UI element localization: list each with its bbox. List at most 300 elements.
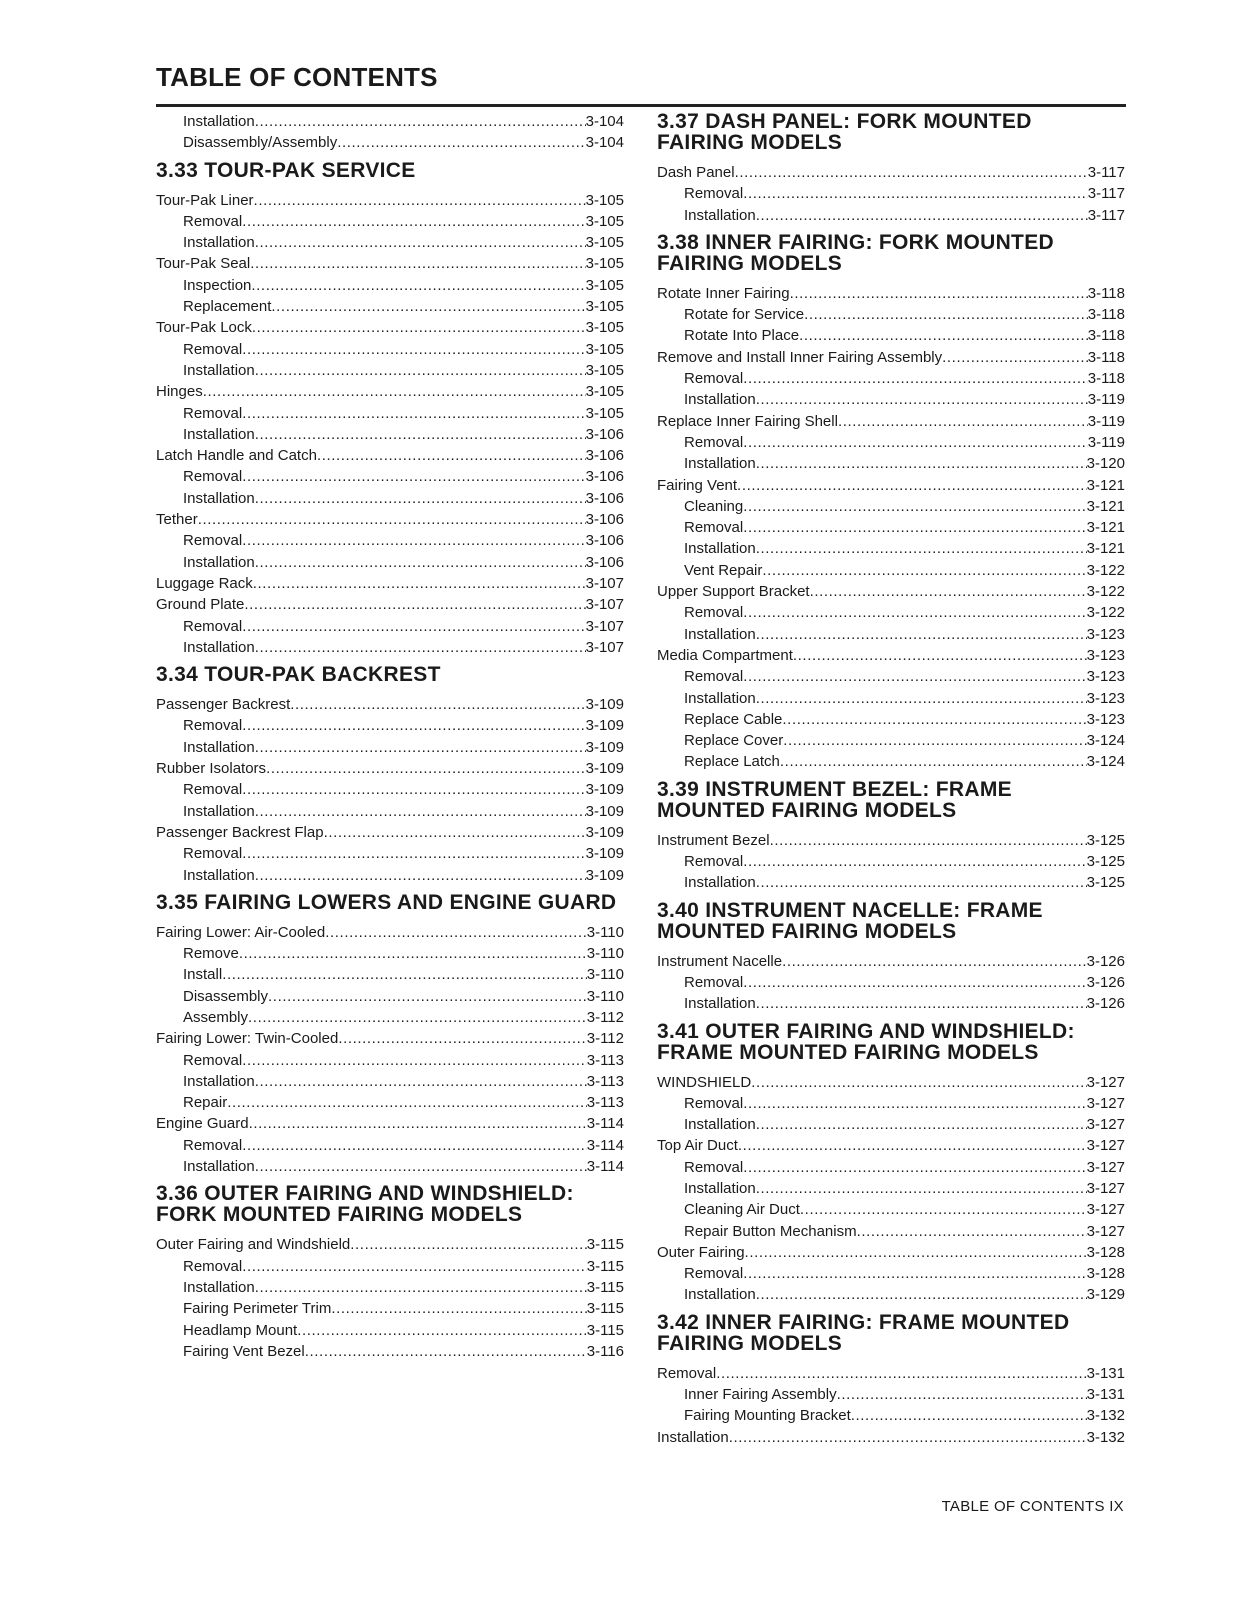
toc-entry-label: Removal — [684, 1158, 744, 1176]
toc-entry-label: Removal — [684, 853, 744, 871]
toc-entry-page: 3-115 — [586, 1236, 624, 1254]
toc-entry-page: 3-109 — [585, 802, 624, 820]
dot-leader — [242, 1050, 587, 1071]
toc-entry[interactable] — [156, 1156, 624, 1177]
dot-leader — [255, 1277, 587, 1298]
toc-entry[interactable] — [156, 403, 624, 424]
dot-leader — [255, 360, 586, 381]
toc-entry[interactable] — [156, 1028, 624, 1049]
toc-entry-label: Removal — [684, 973, 744, 991]
toc-entry[interactable] — [657, 1405, 1125, 1426]
toc-entry-page: 3-125 — [1086, 831, 1125, 849]
toc-entry-page: 3-105 — [585, 340, 624, 358]
toc-entry[interactable] — [657, 851, 1125, 872]
dot-leader — [838, 411, 1088, 432]
toc-entry-label: Installation — [684, 874, 756, 892]
toc-entry-page: 3-126 — [1086, 995, 1125, 1013]
toc-entry[interactable] — [657, 368, 1125, 389]
toc-entry[interactable] — [657, 1363, 1125, 1384]
toc-entry-page: 3-114 — [586, 1158, 624, 1176]
toc-entry[interactable] — [156, 986, 624, 1007]
toc-entry-page: 3-127 — [1086, 1222, 1125, 1240]
toc-entry[interactable] — [657, 517, 1125, 538]
toc-entry[interactable] — [657, 1072, 1125, 1093]
dot-leader — [255, 865, 586, 886]
toc-entry-page: 3-109 — [585, 866, 624, 884]
toc-entry-label: Removal — [183, 212, 243, 230]
toc-entry-page: 3-123 — [1086, 646, 1125, 664]
toc-entry-page: 3-106 — [585, 511, 624, 529]
toc-entry-label: Replace Inner Fairing Shell — [657, 412, 838, 430]
toc-entry-page: 3-106 — [585, 532, 624, 550]
section-heading: 3.40 INSTRUMENT NACELLE: FRAME MOUNTED FAIRING MODELS — [657, 898, 1043, 943]
dot-leader — [743, 972, 1086, 993]
toc-entry-page: 3-123 — [1086, 625, 1125, 643]
toc-entry-label: Cleaning — [684, 497, 744, 515]
toc-entry[interactable] — [657, 205, 1125, 226]
toc-entry[interactable] — [156, 1234, 624, 1255]
dot-leader — [770, 830, 1087, 851]
toc-entry[interactable] — [156, 943, 624, 964]
toc-entry-page: 3-122 — [1086, 583, 1125, 601]
dot-leader — [251, 275, 585, 296]
toc-entry-label: Fairing Lower: Air-Cooled — [156, 923, 326, 941]
toc-entry[interactable] — [657, 972, 1125, 993]
toc-entry-label: Outer Fairing and Windshield — [156, 1236, 351, 1254]
toc-entry-label: Installation — [183, 361, 255, 379]
toc-entry-page: 3-127 — [1086, 1073, 1125, 1091]
dot-leader — [756, 624, 1087, 645]
toc-entry[interactable] — [156, 1256, 624, 1277]
toc-entry-label: Installation — [684, 1286, 756, 1304]
dot-leader — [249, 1113, 587, 1134]
toc-entry-page: 3-105 — [585, 298, 624, 316]
dot-leader — [745, 1242, 1087, 1263]
toc-entry[interactable] — [657, 751, 1125, 772]
toc-entry-page: 3-121 — [1086, 519, 1125, 537]
toc-entry-page: 3-115 — [586, 1321, 624, 1339]
toc-entry-label: Removal — [684, 519, 744, 537]
toc-entry-label: Removal — [657, 1364, 717, 1382]
toc-entry[interactable] — [156, 339, 624, 360]
toc-entry[interactable] — [657, 1114, 1125, 1135]
dot-leader — [297, 1320, 587, 1341]
toc-entry-page: 3-126 — [1086, 952, 1125, 970]
dot-leader — [783, 730, 1086, 751]
toc-entry-page: 3-110 — [586, 966, 624, 984]
dot-leader — [743, 1157, 1086, 1178]
dot-leader — [782, 709, 1086, 730]
toc-entry-label: Cleaning Air Duct — [684, 1201, 800, 1219]
toc-entry-label: Installation — [684, 1116, 756, 1134]
toc-entry[interactable] — [156, 211, 624, 232]
toc-column-left — [156, 111, 624, 1362]
dot-leader — [743, 1093, 1086, 1114]
dot-leader — [743, 851, 1086, 872]
toc-entry[interactable] — [156, 132, 624, 153]
toc-entry-page: 3-106 — [585, 468, 624, 486]
toc-entry[interactable] — [156, 530, 624, 551]
toc-entry-label: Install — [183, 966, 223, 984]
toc-entry[interactable] — [156, 573, 624, 594]
toc-entry[interactable] — [156, 424, 624, 445]
dot-leader — [255, 232, 586, 253]
toc-entry-page: 3-110 — [586, 945, 624, 963]
toc-entry-page: 3-123 — [1086, 689, 1125, 707]
toc-entry[interactable] — [657, 730, 1125, 751]
section-heading: 3.39 INSTRUMENT BEZEL: FRAME MOUNTED FAIRING MODELS — [657, 777, 1012, 822]
toc-entry-label: Top Air Duct — [657, 1137, 738, 1155]
toc-entry[interactable] — [657, 325, 1125, 346]
dot-leader — [743, 666, 1086, 687]
toc-entry[interactable] — [156, 1092, 624, 1113]
dot-leader — [743, 1263, 1086, 1284]
toc-entry-label: Rotate Into Place — [684, 327, 800, 345]
toc-entry-label: Repair — [183, 1094, 228, 1112]
dot-leader — [735, 162, 1088, 183]
toc-entry[interactable] — [156, 865, 624, 886]
toc-entry-label: Remove and Install Inner Fairing Assembly — [657, 348, 943, 366]
toc-entry[interactable] — [156, 737, 624, 758]
toc-entry-label: Installation — [684, 689, 756, 707]
toc-entry-page: 3-105 — [585, 234, 624, 252]
toc-entry-page: 3-125 — [1086, 853, 1125, 871]
toc-entry[interactable] — [657, 602, 1125, 623]
toc-entry[interactable] — [657, 304, 1125, 325]
toc-entry[interactable] — [156, 1341, 624, 1362]
toc-entry[interactable] — [657, 1178, 1125, 1199]
toc-entry-page: 3-128 — [1086, 1243, 1125, 1261]
dot-leader — [255, 424, 586, 445]
toc-entry-label: Upper Support Bracket — [657, 583, 810, 601]
dot-leader — [743, 517, 1086, 538]
toc-entry-label: Vent Repair — [684, 561, 763, 579]
toc-entry-label: Removal — [183, 617, 243, 635]
toc-entry-label: Outer Fairing — [657, 1243, 745, 1261]
toc-entry-page: 3-106 — [585, 425, 624, 443]
toc-entry-label: Installation — [684, 540, 756, 558]
toc-entry-label: Removal — [183, 781, 243, 799]
toc-entry-label: Instrument Bezel — [657, 831, 770, 849]
toc-entry-label: Installation — [183, 234, 255, 252]
toc-entry[interactable] — [156, 758, 624, 779]
section-heading: 3.37 DASH PANEL: FORK MOUNTED FAIRING MODELS — [657, 110, 1032, 154]
dot-leader — [837, 1384, 1087, 1405]
dot-leader — [250, 253, 585, 274]
toc-entry[interactable] — [657, 951, 1125, 972]
toc-entry[interactable] — [657, 347, 1125, 368]
toc-entry[interactable] — [156, 801, 624, 822]
toc-entry-page: 3-122 — [1086, 604, 1125, 622]
toc-entry-label: Tour-Pak Seal — [156, 255, 251, 273]
dot-leader — [782, 951, 1087, 972]
toc-entry[interactable] — [657, 581, 1125, 602]
toc-entry-page: 3-109 — [585, 738, 624, 756]
toc-entry-page: 3-116 — [586, 1342, 624, 1360]
toc-entry-page: 3-104 — [585, 134, 624, 152]
toc-entry-page: 3-121 — [1086, 476, 1125, 494]
toc-entry[interactable] — [156, 1113, 624, 1134]
toc-entry[interactable] — [657, 1427, 1125, 1448]
dot-leader — [253, 573, 586, 594]
toc-entry-label: Passenger Backrest Flap — [156, 823, 324, 841]
dot-leader — [252, 317, 586, 338]
toc-entry-page: 3-109 — [585, 760, 624, 778]
dot-leader — [756, 993, 1087, 1014]
toc-entry[interactable] — [156, 488, 624, 509]
dot-leader — [324, 822, 586, 843]
toc-entry-label: Installation — [183, 489, 255, 507]
dot-leader — [248, 1007, 587, 1028]
toc-entry-label: Tour-Pak Liner — [156, 191, 254, 209]
dot-leader — [227, 1092, 587, 1113]
toc-entry-label: Installation — [183, 738, 255, 756]
dot-leader — [793, 645, 1087, 666]
dot-leader — [762, 560, 1086, 581]
section-heading: 3.33 TOUR-PAK SERVICE — [156, 158, 416, 182]
toc-entry[interactable] — [657, 453, 1125, 474]
toc-entry-page: 3-106 — [585, 553, 624, 571]
toc-entry[interactable] — [657, 1263, 1125, 1284]
toc-entry[interactable] — [657, 1284, 1125, 1305]
toc-entry[interactable] — [156, 1277, 624, 1298]
dot-leader — [242, 715, 585, 736]
toc-entry[interactable] — [156, 616, 624, 637]
toc-entry[interactable] — [657, 432, 1125, 453]
toc-entry[interactable] — [657, 475, 1125, 496]
toc-entry-page: 3-106 — [585, 447, 624, 465]
toc-entry-label: Dash Panel — [657, 164, 735, 181]
toc-entry-label: Installation — [183, 802, 255, 820]
toc-entry-page: 3-131 — [1086, 1364, 1125, 1382]
toc-entry[interactable] — [156, 779, 624, 800]
dot-leader — [337, 132, 585, 153]
page-title: TABLE OF CONTENTS — [156, 62, 438, 92]
dot-leader — [756, 538, 1087, 559]
toc-entry-label: Installation — [657, 1428, 729, 1446]
toc-entry-label: Latch Handle and Catch — [156, 447, 317, 465]
toc-entry[interactable] — [156, 922, 624, 943]
toc-entry[interactable] — [156, 360, 624, 381]
dot-leader — [242, 339, 585, 360]
dot-leader — [729, 1427, 1087, 1448]
toc-entry[interactable] — [156, 1320, 624, 1341]
toc-entry-page: 3-115 — [586, 1257, 624, 1275]
page-footer: TABLE OF CONTENTS IX — [941, 1498, 1124, 1515]
toc-entry-page: 3-115 — [586, 1300, 624, 1318]
toc-entry[interactable] — [156, 296, 624, 317]
toc-entry-page: 3-119 — [1087, 391, 1125, 409]
toc-entry-label: Disassembly/Assembly — [183, 134, 338, 152]
toc-entry[interactable] — [657, 411, 1125, 432]
toc-entry-page: 3-118 — [1087, 284, 1125, 302]
toc-entry[interactable] — [156, 1050, 624, 1071]
toc-entry[interactable] — [657, 993, 1125, 1014]
toc-entry-label: Removal — [183, 1136, 243, 1154]
dot-leader — [804, 304, 1088, 325]
dot-leader — [799, 325, 1088, 346]
toc-entry-page: 3-117 — [1087, 164, 1125, 181]
toc-entry-label: Removal — [684, 1265, 744, 1283]
toc-entry-page: 3-109 — [585, 781, 624, 799]
toc-entry[interactable] — [156, 1298, 624, 1319]
toc-entry[interactable] — [156, 694, 624, 715]
toc-entry-page: 3-126 — [1086, 973, 1125, 991]
toc-entry[interactable] — [657, 1242, 1125, 1263]
toc-entry-label: Removal — [684, 433, 744, 451]
dot-leader — [743, 368, 1088, 389]
toc-entry-page: 3-107 — [585, 638, 624, 656]
toc-entry-label: Removal — [183, 845, 243, 863]
toc-entry[interactable] — [156, 317, 624, 338]
toc-column-right — [657, 111, 1125, 1448]
toc-entry-label: Installation — [684, 206, 756, 224]
section-heading: 3.36 OUTER FAIRING AND WINDSHIELD: FORK MOUNTED FAIRING MODELS — [156, 1182, 574, 1227]
toc-entry-page: 3-105 — [585, 212, 624, 230]
toc-entry[interactable] — [657, 283, 1125, 304]
toc-entry[interactable] — [156, 1135, 624, 1156]
toc-entry-page: 3-127 — [1086, 1158, 1125, 1176]
dot-leader — [800, 1199, 1087, 1220]
toc-entry[interactable] — [156, 253, 624, 274]
dot-leader — [743, 183, 1088, 204]
dot-leader — [756, 1178, 1087, 1199]
toc-entry[interactable] — [156, 111, 624, 132]
dot-leader — [756, 1114, 1087, 1135]
toc-entry[interactable] — [156, 594, 624, 615]
dot-leader — [756, 453, 1087, 474]
toc-entry[interactable] — [657, 162, 1125, 183]
toc-entry-label: Replace Latch — [684, 753, 780, 771]
toc-entry[interactable] — [156, 1071, 624, 1092]
toc-entry[interactable] — [156, 381, 624, 402]
title-divider — [156, 104, 1126, 107]
toc-entry-label: Rubber Isolators — [156, 760, 267, 778]
toc-entry[interactable] — [657, 183, 1125, 204]
dot-leader — [271, 296, 585, 317]
toc-entry-label: Rotate for Service — [684, 306, 805, 324]
toc-entry[interactable] — [156, 1007, 624, 1028]
toc-entry-page: 3-105 — [585, 361, 624, 379]
toc-entry[interactable] — [657, 709, 1125, 730]
toc-entry-label: Removal — [183, 532, 243, 550]
toc-entry-page: 3-110 — [586, 987, 624, 1005]
toc-entry[interactable] — [657, 560, 1125, 581]
toc-entry-page: 3-132 — [1086, 1428, 1125, 1446]
dot-leader — [305, 1341, 587, 1362]
toc-entry-page: 3-105 — [585, 191, 624, 209]
toc-entry[interactable] — [657, 624, 1125, 645]
toc-entry[interactable] — [657, 666, 1125, 687]
dot-leader — [743, 432, 1088, 453]
toc-entry-page: 3-117 — [1087, 206, 1125, 224]
dot-leader — [857, 1221, 1087, 1242]
dot-leader — [255, 637, 586, 658]
toc-entry[interactable] — [657, 830, 1125, 851]
dot-leader — [266, 758, 586, 779]
toc-entry[interactable] — [156, 843, 624, 864]
toc-entry[interactable] — [156, 964, 624, 985]
toc-entry-label: Assembly — [183, 1008, 249, 1026]
toc-entry-page: 3-109 — [585, 717, 624, 735]
dot-leader — [268, 986, 587, 1007]
toc-entry-page: 3-112 — [586, 1008, 624, 1026]
dot-leader — [716, 1363, 1086, 1384]
toc-entry-label: Remove — [183, 945, 239, 963]
toc-entry-page: 3-121 — [1086, 540, 1125, 558]
toc-entry-page: 3-132 — [1086, 1407, 1125, 1425]
toc-entry-label: Installation — [183, 638, 255, 656]
toc-entry[interactable] — [156, 715, 624, 736]
dot-leader — [751, 1072, 1086, 1093]
toc-entry-label: Installation — [684, 391, 756, 409]
toc-entry-page: 3-125 — [1086, 874, 1125, 892]
dot-leader — [255, 801, 586, 822]
toc-entry[interactable] — [156, 822, 624, 843]
dot-leader — [331, 1298, 586, 1319]
toc-entry[interactable] — [657, 496, 1125, 517]
toc-entry[interactable] — [156, 445, 624, 466]
toc-entry-page: 3-113 — [586, 1051, 624, 1069]
toc-entry-page: 3-109 — [585, 845, 624, 863]
toc-entry[interactable] — [156, 466, 624, 487]
toc-entry-page: 3-113 — [586, 1094, 624, 1112]
toc-entry-label: Fairing Vent Bezel — [183, 1342, 305, 1360]
toc-entry[interactable] — [657, 1093, 1125, 1114]
toc-entry-page: 3-105 — [585, 255, 624, 273]
toc-entry-page: 3-119 — [1087, 433, 1125, 451]
toc-entry-page: 3-115 — [586, 1278, 624, 1296]
toc-entry[interactable] — [156, 552, 624, 573]
toc-entry[interactable] — [156, 190, 624, 211]
toc-entry[interactable] — [156, 509, 624, 530]
toc-entry[interactable] — [657, 1384, 1125, 1405]
toc-entry[interactable] — [657, 389, 1125, 410]
dot-leader — [222, 964, 587, 985]
toc-entry-label: Installation — [684, 995, 756, 1013]
toc-entry-label: Installation — [684, 455, 756, 473]
toc-entry-page: 3-118 — [1087, 306, 1125, 324]
toc-entry[interactable] — [657, 872, 1125, 893]
toc-entry[interactable] — [657, 1221, 1125, 1242]
toc-entry-page: 3-127 — [1086, 1116, 1125, 1134]
toc-entry-label: Fairing Perimeter Trim — [183, 1300, 332, 1318]
toc-entry-label: Inspection — [183, 276, 252, 294]
toc-entry-page: 3-118 — [1087, 348, 1125, 366]
dot-leader — [737, 475, 1087, 496]
dot-leader — [242, 843, 585, 864]
dot-leader — [756, 872, 1087, 893]
toc-entry-label: Repair Button Mechanism — [684, 1222, 857, 1240]
dot-leader — [338, 1028, 586, 1049]
toc-entry[interactable] — [156, 275, 624, 296]
toc-entry-page: 3-106 — [585, 489, 624, 507]
dot-leader — [743, 602, 1086, 623]
toc-entry[interactable] — [657, 1157, 1125, 1178]
toc-entry[interactable] — [657, 688, 1125, 709]
toc-entry[interactable] — [657, 1199, 1125, 1220]
toc-entry-label: Tether — [156, 511, 198, 529]
toc-entry[interactable] — [657, 645, 1125, 666]
toc-entry[interactable] — [156, 637, 624, 658]
toc-entry[interactable] — [657, 538, 1125, 559]
toc-entry-page: 3-127 — [1086, 1094, 1125, 1112]
toc-entry[interactable] — [156, 232, 624, 253]
toc-entry[interactable] — [657, 1135, 1125, 1156]
toc-entry-page: 3-128 — [1086, 1265, 1125, 1283]
dot-leader — [198, 509, 586, 530]
toc-entry-label: Removal — [684, 185, 744, 203]
